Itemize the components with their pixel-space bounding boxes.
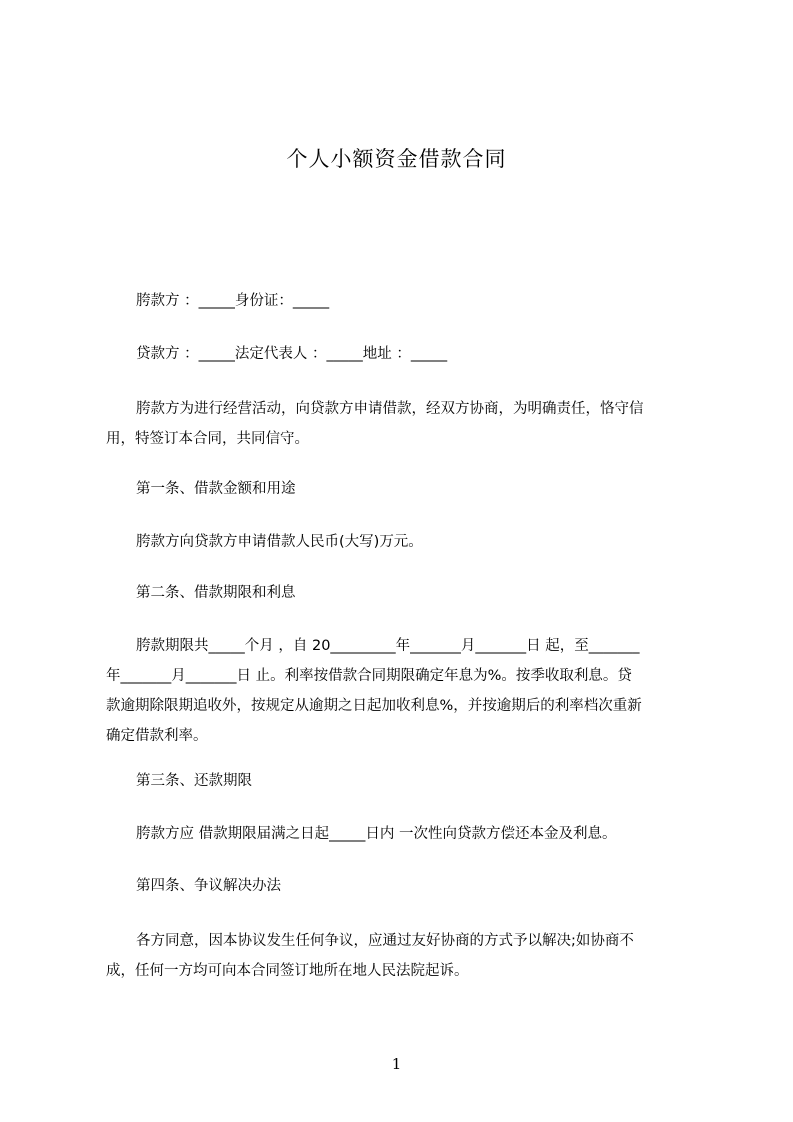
page-number: 1 [391,1055,402,1073]
article-4-body [106,926,700,986]
article-4-line: 成，任何一方均可向本合同签订地所在地人民法院起诉。 [106,963,469,979]
article-2-body [106,631,700,751]
article-4-line: 各方同意，因本协议发生任何争议，应通过友好协商的方式予以解决;如协商不 [136,933,634,949]
article-1-heading: 第一条、借款金额和用途 [136,481,296,497]
article-3-heading: 第三条、还款期限 [136,773,252,789]
article-2-line: 款逾期除限期追收外，按规定从逾期之日起加收利息%，并按逾期后的利率档次重新 [106,698,642,714]
borrower-party-line: 胯款方 ：_____身份证：_____ [136,293,330,309]
preamble-line: 胯款方为进行经营活动，向贷款方申请借款，经双方协商，为明确责任，恪守信 [136,401,644,417]
preamble-line: 用，特签订本合同，共同信守。 [106,431,309,447]
preamble-paragraph [106,394,700,454]
lender-party-line: 贷款方 ：_____法定代表人 ：_____地址 ：_____ [136,346,448,362]
article-2-heading: 第二条、借款期限和利息 [136,585,296,601]
article-2-line: 年_______月_______日 止。利率按借款合同期限确定年息为%。按季收取利息。贷 [106,668,632,684]
article-4-heading: 第四条、争议解决办法 [136,878,281,894]
article-1-body: 胯款方向贷款方申请借款人民币(大写)万元。 [136,534,423,550]
article-3-body: 胯款方应 借款期限届满之日起_____日内 一次性向贷款方偿还本金及利息。 [136,826,617,842]
article-2-line: 确定借款利率。 [106,728,208,744]
article-2-line: 胯款期限共_____个月 ，自 20_________年_______月_______日 起，至_______ [136,638,640,654]
document-title: 个人小额资金借款合同 [286,147,507,171]
